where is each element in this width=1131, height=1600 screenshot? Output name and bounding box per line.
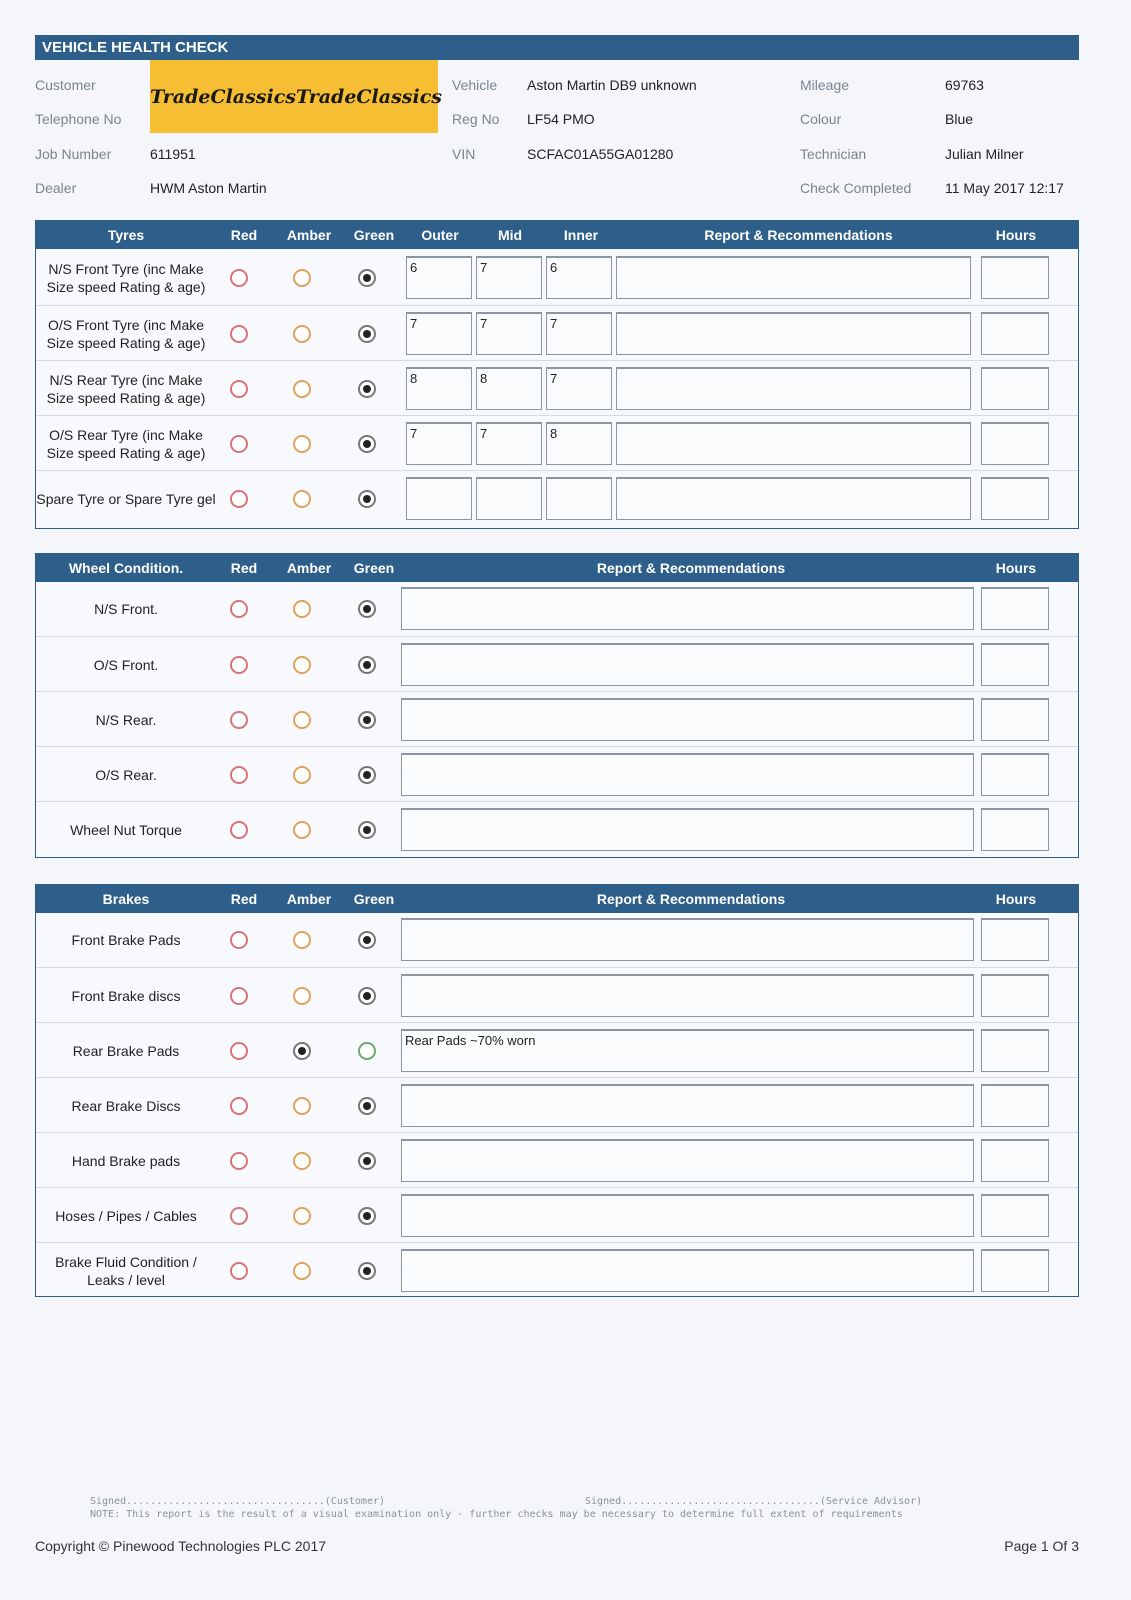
- outer-tread-input[interactable]: 6: [406, 256, 472, 299]
- green-status-radio[interactable]: [358, 1097, 376, 1115]
- tyres-row: [36, 470, 1078, 526]
- page-number: Page 1 Of 3: [1004, 1538, 1079, 1554]
- brakes-row-label: Hand Brake pads: [71, 1152, 181, 1169]
- vehicle-value: Aston Martin DB9 unknown: [527, 77, 697, 93]
- wheel-header-hours: Hours: [995, 560, 1037, 576]
- tyres-row: [36, 360, 1078, 416]
- brakes-row-label: Front Brake Pads: [71, 931, 181, 948]
- inner-tread-input[interactable]: 8: [546, 422, 612, 465]
- green-status-radio[interactable]: [358, 380, 376, 398]
- mid-tread-input[interactable]: 7: [476, 422, 542, 465]
- wheel-header-report: Report & Recommendations: [596, 560, 786, 576]
- report-input[interactable]: [616, 367, 971, 410]
- red-status-radio[interactable]: [230, 711, 248, 729]
- wheel-header-name: Wheel Condition.: [68, 560, 184, 576]
- brakes-row-label: Rear Brake Discs: [71, 1097, 181, 1114]
- brakes-row: [36, 1022, 1078, 1078]
- amber-status-radio[interactable]: [293, 435, 311, 453]
- brakes-header: [36, 885, 1078, 913]
- report-input[interactable]: [616, 256, 971, 299]
- green-status-radio[interactable]: [358, 435, 376, 453]
- colour-value: Blue: [945, 111, 974, 127]
- tyres-header-amber: Amber: [286, 227, 332, 243]
- red-status-radio[interactable]: [230, 325, 248, 343]
- tyres-row-label: N/S Rear Tyre (inc Make Size speed Rating & age): [46, 371, 206, 406]
- brakes-row: [36, 912, 1078, 967]
- red-status-radio[interactable]: [230, 1207, 248, 1225]
- hours-input[interactable]: [981, 1029, 1049, 1072]
- red-status-radio[interactable]: [230, 435, 248, 453]
- red-status-radio[interactable]: [230, 600, 248, 618]
- wheels-row-label: Wheel Nut Torque: [70, 821, 182, 838]
- brakes-header-name: Brakes: [102, 891, 150, 907]
- amber-status-radio[interactable]: [293, 1097, 311, 1115]
- report-input[interactable]: [401, 974, 974, 1017]
- wheels-row-label: N/S Front.: [94, 600, 158, 617]
- technician-label: Technician: [800, 146, 867, 162]
- wheels-row: [36, 636, 1078, 692]
- brakes-row-label: Front Brake discs: [71, 987, 181, 1004]
- hours-input[interactable]: [981, 698, 1049, 741]
- amber-status-radio[interactable]: [293, 1152, 311, 1170]
- red-status-radio[interactable]: [230, 1042, 248, 1060]
- report-input[interactable]: [616, 312, 971, 355]
- signed-customer: Signed.................................(Customer): [90, 1496, 386, 1507]
- brakes-header-green: Green: [353, 891, 395, 907]
- page-title: VEHICLE HEALTH CHECK: [35, 35, 1079, 60]
- inner-tread-input[interactable]: 7: [546, 367, 612, 410]
- amber-status-radio[interactable]: [293, 325, 311, 343]
- wheel-condition-section: [35, 553, 1079, 858]
- hours-input[interactable]: [981, 312, 1049, 355]
- logo-text-right: TradeClassics: [295, 85, 442, 108]
- tyres-section: [35, 220, 1079, 529]
- report-input[interactable]: [401, 1084, 974, 1127]
- wheel-header-red: Red: [230, 560, 258, 576]
- signature-lines: [90, 1496, 1050, 1507]
- wheel-header-green: Green: [353, 560, 395, 576]
- hours-input[interactable]: [981, 367, 1049, 410]
- amber-status-radio[interactable]: [293, 1042, 311, 1060]
- signed-advisor: Signed.................................(Service Advisor): [585, 1496, 923, 1507]
- red-status-radio[interactable]: [230, 1152, 248, 1170]
- customer-label: Customer: [35, 77, 96, 93]
- job-number-value: 611951: [150, 146, 196, 162]
- tyres-header-green: Green: [353, 227, 395, 243]
- amber-status-radio[interactable]: [293, 380, 311, 398]
- green-status-radio[interactable]: [358, 490, 376, 508]
- report-input[interactable]: [401, 1194, 974, 1237]
- mid-tread-input[interactable]: 7: [476, 312, 542, 355]
- red-status-radio[interactable]: [230, 269, 248, 287]
- report-input[interactable]: [401, 587, 974, 630]
- brakes-row: [36, 1187, 1078, 1243]
- dealer-value: HWM Aston Martin: [150, 180, 267, 196]
- tyres-row-label: N/S Front Tyre (inc Make Size speed Rating & age): [46, 260, 206, 295]
- wheels-row-label: O/S Rear.: [95, 766, 157, 783]
- hours-input[interactable]: [981, 1249, 1049, 1292]
- disclaimer-note: NOTE: This report is the result of a visual examination only - further checks may be necessary to determine full extent of requirements: [90, 1509, 903, 1520]
- report-input[interactable]: [401, 1139, 974, 1182]
- outer-tread-input[interactable]: 8: [406, 367, 472, 410]
- brakes-header-report: Report & Recommendations: [596, 891, 786, 907]
- inner-tread-input[interactable]: 6: [546, 256, 612, 299]
- red-status-radio[interactable]: [230, 380, 248, 398]
- red-status-radio[interactable]: [230, 1262, 248, 1280]
- tyres-header-mid: Mid: [497, 227, 523, 243]
- green-status-radio[interactable]: [358, 931, 376, 949]
- wheels-row: [36, 801, 1078, 857]
- report-input[interactable]: Rear Pads ~70% worn: [401, 1029, 974, 1072]
- red-status-radio[interactable]: [230, 490, 248, 508]
- green-status-radio[interactable]: [358, 1262, 376, 1280]
- brakes-header-red: Red: [230, 891, 258, 907]
- wheels-row-label: N/S Rear.: [95, 711, 157, 728]
- green-status-radio[interactable]: [358, 1152, 376, 1170]
- inner-tread-input[interactable]: [546, 477, 612, 520]
- tyres-row-label: Spare Tyre or Spare Tyre gel: [36, 490, 216, 507]
- report-input[interactable]: [401, 753, 974, 796]
- hours-input[interactable]: [981, 974, 1049, 1017]
- amber-status-radio[interactable]: [293, 1207, 311, 1225]
- brakes-header-hours: Hours: [995, 891, 1037, 907]
- brakes-header-amber: Amber: [286, 891, 332, 907]
- report-input[interactable]: [401, 643, 974, 686]
- tyres-header-hours: Hours: [995, 227, 1037, 243]
- red-status-radio[interactable]: [230, 1097, 248, 1115]
- vin-value: SCFAC01A55GA01280: [527, 146, 674, 162]
- amber-status-radio[interactable]: [293, 931, 311, 949]
- company-logo: [150, 60, 442, 133]
- report-input[interactable]: [616, 477, 971, 520]
- tyres-row-label: O/S Front Tyre (inc Make Size speed Rating & age): [46, 316, 206, 351]
- report-input[interactable]: [616, 422, 971, 465]
- tyres-header: [36, 221, 1078, 249]
- check-completed-label: Check Completed: [800, 180, 912, 196]
- hours-input[interactable]: [981, 1194, 1049, 1237]
- report-input[interactable]: [401, 1249, 974, 1292]
- amber-status-radio[interactable]: [293, 269, 311, 287]
- hours-input[interactable]: [981, 808, 1049, 851]
- mileage-value: 69763: [945, 77, 984, 93]
- tyres-row: [36, 305, 1078, 361]
- amber-status-radio[interactable]: [293, 766, 311, 784]
- reg-label: Reg No: [452, 111, 500, 127]
- reg-value: LF54 PMO: [527, 111, 595, 127]
- tyres-header-outer: Outer: [421, 227, 459, 243]
- red-status-radio[interactable]: [230, 766, 248, 784]
- brakes-row: [36, 1077, 1078, 1133]
- report-input[interactable]: [401, 808, 974, 851]
- amber-status-radio[interactable]: [293, 821, 311, 839]
- hours-input[interactable]: [981, 256, 1049, 299]
- green-status-radio[interactable]: [358, 325, 376, 343]
- job-number-label: Job Number: [35, 146, 112, 162]
- wheels-row: [36, 581, 1078, 636]
- green-status-radio[interactable]: [358, 600, 376, 618]
- mid-tread-input[interactable]: 7: [476, 256, 542, 299]
- green-status-radio[interactable]: [358, 987, 376, 1005]
- brakes-row-label: Hoses / Pipes / Cables: [55, 1207, 197, 1224]
- green-status-radio[interactable]: [358, 269, 376, 287]
- tyres-header-name: Tyres: [107, 227, 145, 243]
- tyres-header-inner: Inner: [563, 227, 599, 243]
- tyres-row: [36, 415, 1078, 471]
- hours-input[interactable]: [981, 1084, 1049, 1127]
- red-status-radio[interactable]: [230, 931, 248, 949]
- vehicle-label: Vehicle: [452, 77, 498, 93]
- hours-input[interactable]: [981, 753, 1049, 796]
- mid-tread-input[interactable]: 8: [476, 367, 542, 410]
- hours-input[interactable]: [981, 1139, 1049, 1182]
- report-input[interactable]: [401, 698, 974, 741]
- amber-status-radio[interactable]: [293, 987, 311, 1005]
- wheel-header-amber: Amber: [286, 560, 332, 576]
- brakes-row: [36, 967, 1078, 1023]
- brakes-row: [36, 1242, 1078, 1298]
- brakes-section: [35, 884, 1079, 1297]
- logo-text-left: TradeClassics: [150, 85, 296, 108]
- amber-status-radio[interactable]: [293, 490, 311, 508]
- outer-tread-input[interactable]: 7: [406, 422, 472, 465]
- brakes-row-label: Rear Brake Pads: [72, 1042, 180, 1059]
- colour-label: Colour: [800, 111, 842, 127]
- inner-tread-input[interactable]: 7: [546, 312, 612, 355]
- tyres-row: [36, 250, 1078, 305]
- wheel-condition-header: [36, 554, 1078, 582]
- telephone-label: Telephone No: [35, 111, 122, 127]
- green-status-radio[interactable]: [358, 766, 376, 784]
- wheels-row-label: O/S Front.: [93, 656, 159, 673]
- brakes-row: [36, 1132, 1078, 1188]
- wheels-row: [36, 691, 1078, 747]
- outer-tread-input[interactable]: [406, 477, 472, 520]
- green-status-radio[interactable]: [358, 711, 376, 729]
- hours-input[interactable]: [981, 643, 1049, 686]
- report-input[interactable]: [401, 918, 974, 961]
- mileage-label: Mileage: [800, 77, 850, 93]
- outer-tread-input[interactable]: 7: [406, 312, 472, 355]
- green-status-radio[interactable]: [358, 821, 376, 839]
- green-status-radio[interactable]: [358, 1042, 376, 1060]
- hours-input[interactable]: [981, 477, 1049, 520]
- mid-tread-input[interactable]: [476, 477, 542, 520]
- hours-input[interactable]: [981, 587, 1049, 630]
- dealer-label: Dealer: [35, 180, 77, 196]
- wheels-row: [36, 746, 1078, 802]
- copyright: Copyright © Pinewood Technologies PLC 2017: [35, 1538, 327, 1554]
- amber-status-radio[interactable]: [293, 600, 311, 618]
- green-status-radio[interactable]: [358, 1207, 376, 1225]
- amber-status-radio[interactable]: [293, 656, 311, 674]
- brakes-row-label: Brake Fluid Condition / Leaks / level: [55, 1253, 197, 1288]
- red-status-radio[interactable]: [230, 656, 248, 674]
- green-status-radio[interactable]: [358, 656, 376, 674]
- tyres-header-report: Report & Recommendations: [704, 227, 893, 243]
- tyres-row-label: O/S Rear Tyre (inc Make Size speed Rating & age): [46, 426, 206, 461]
- red-status-radio[interactable]: [230, 987, 248, 1005]
- tyres-header-red: Red: [230, 227, 258, 243]
- hours-input[interactable]: [981, 918, 1049, 961]
- check-completed-value: 11 May 2017 12:17: [945, 180, 1064, 196]
- red-status-radio[interactable]: [230, 821, 248, 839]
- amber-status-radio[interactable]: [293, 1262, 311, 1280]
- amber-status-radio[interactable]: [293, 711, 311, 729]
- hours-input[interactable]: [981, 422, 1049, 465]
- technician-value: Julian Milner: [945, 146, 1024, 162]
- vin-label: VIN: [452, 146, 476, 162]
